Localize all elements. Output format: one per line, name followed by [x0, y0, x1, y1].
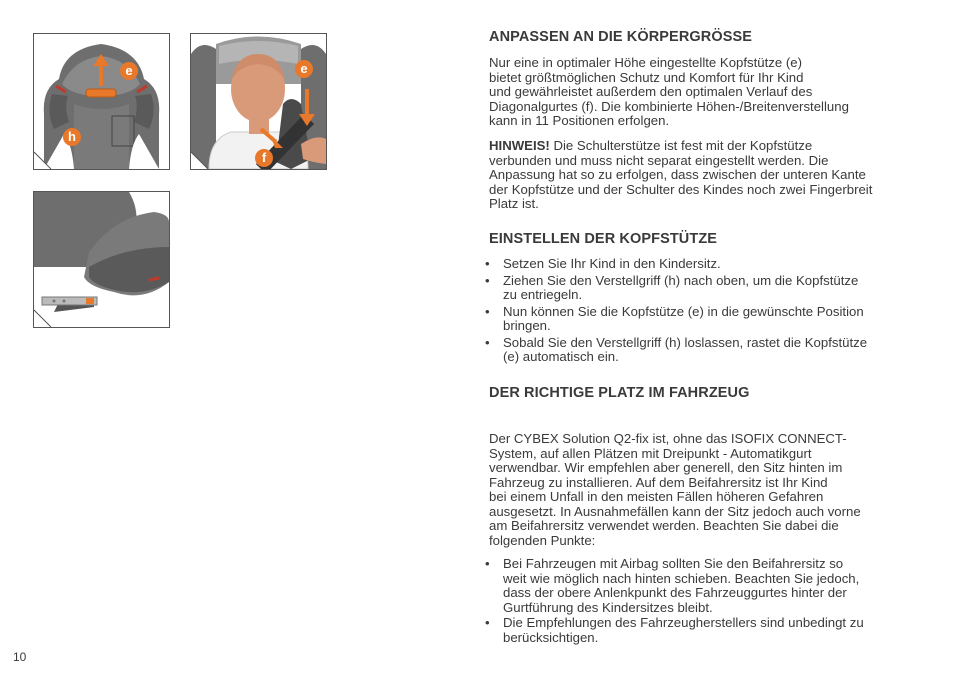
heading-body-size: ANPASSEN AN DIE KÖRPERGRÖSSE [489, 29, 753, 45]
note-paragraph [489, 139, 929, 212]
note-label: HINWEIS! [489, 138, 550, 153]
list-item: • Bei Fahrzeugen mit Airbag sollten Sie den Beifahrersitz so weit wie möglich nach hinten schieben. Beachten Sie jedoch, dass der obere Anlenkpunkt des Fahrzeuggurtes hinter der Gurtführung des Kindersitzes bleibt. [485, 556, 860, 615]
label-e-circle [120, 62, 138, 80]
label-f: f [261, 150, 267, 165]
paragraph-vehicle-place: Der CYBEX Solution Q2-fix ist, ohne das ISOFIX CONNECT- System, auf allen Plätzen mit Dreipunkt - Automatikgurt verwendbar. Wir empfehlen aber generell, den Sitz hinten im Fahrzeug zu installieren. Auf dem Beifahrersitz ist Ihr Kind bei einem Unfall in den meisten Fällen höheren Gefahren ausgesetzt. In Ausnahmefällen kann der Sitz jedoch auch vorne am Beifahrersitz verwendet werden. Beachten Sie dabei die folgenden Punkte: [489, 431, 861, 548]
label-f-circle [255, 149, 273, 167]
list-item: • Sobald Sie den Verstellgriff (h) loslassen, rastet die Kopfstütze (e) automatisch ein. [485, 334, 868, 364]
headrest-adjust-handle-figure [34, 34, 169, 169]
label-e-circle [295, 60, 313, 78]
child-with-shoulder-belt-figure [191, 34, 326, 169]
label-h: h [68, 129, 76, 144]
list-item: • Nun können Sie die Kopfstütze (e) in die gewünschte Position bringen. [485, 303, 864, 333]
seat-side-isofix-figure [34, 192, 169, 327]
headrest-bullet-list [485, 257, 925, 365]
paragraph-body-size: Nur eine in optimaler Höhe eingestellte Kopfstütze (e) bietet größtmöglichen Schutz und Komfort für Ihr Kind und gewährleistet außerdem den optimalen Verlauf des Diagonalgurtes (f). Die kombinierte Höhen-/Breitenverstellung kann in 11 Positionen erfolgen. [489, 55, 849, 128]
figure-seat-isofix [33, 191, 170, 328]
label-e: e [125, 63, 133, 78]
list-item: • Die Empfehlungen des Fahrzeugherstellers sind unbedingt zu berücksichtigen. [485, 615, 864, 645]
list-item: • Setzen Sie Ihr Kind in den Kindersitz. [485, 256, 721, 271]
label-h-circle [63, 128, 81, 146]
heading-headrest: EINSTELLEN DER KOPFSTÜTZE [489, 231, 718, 247]
figure-child-belt [190, 33, 327, 170]
figure-headrest-handle [33, 33, 170, 170]
vehicle-bullet-list [485, 557, 925, 645]
list-item: • Ziehen Sie den Verstellgriff (h) nach oben, um die Kopfstütze zu entriegeln. [485, 272, 859, 302]
label-e: e [300, 61, 308, 76]
page-number: 10 [13, 650, 27, 664]
note-text: Die Schulterstütze ist fest mit der Kopfstütze verbunden und muss nicht separat eingestellt werden. Die Anpassung hat so zu erfolgen, dass zwischen der unteren Kante der Kopfstütze und der Schulter des Kindes noch zwei Fingerbreit Platz ist. [489, 138, 873, 211]
heading-vehicle-place: DER RICHTIGE PLATZ IM FAHRZEUG [489, 385, 750, 401]
